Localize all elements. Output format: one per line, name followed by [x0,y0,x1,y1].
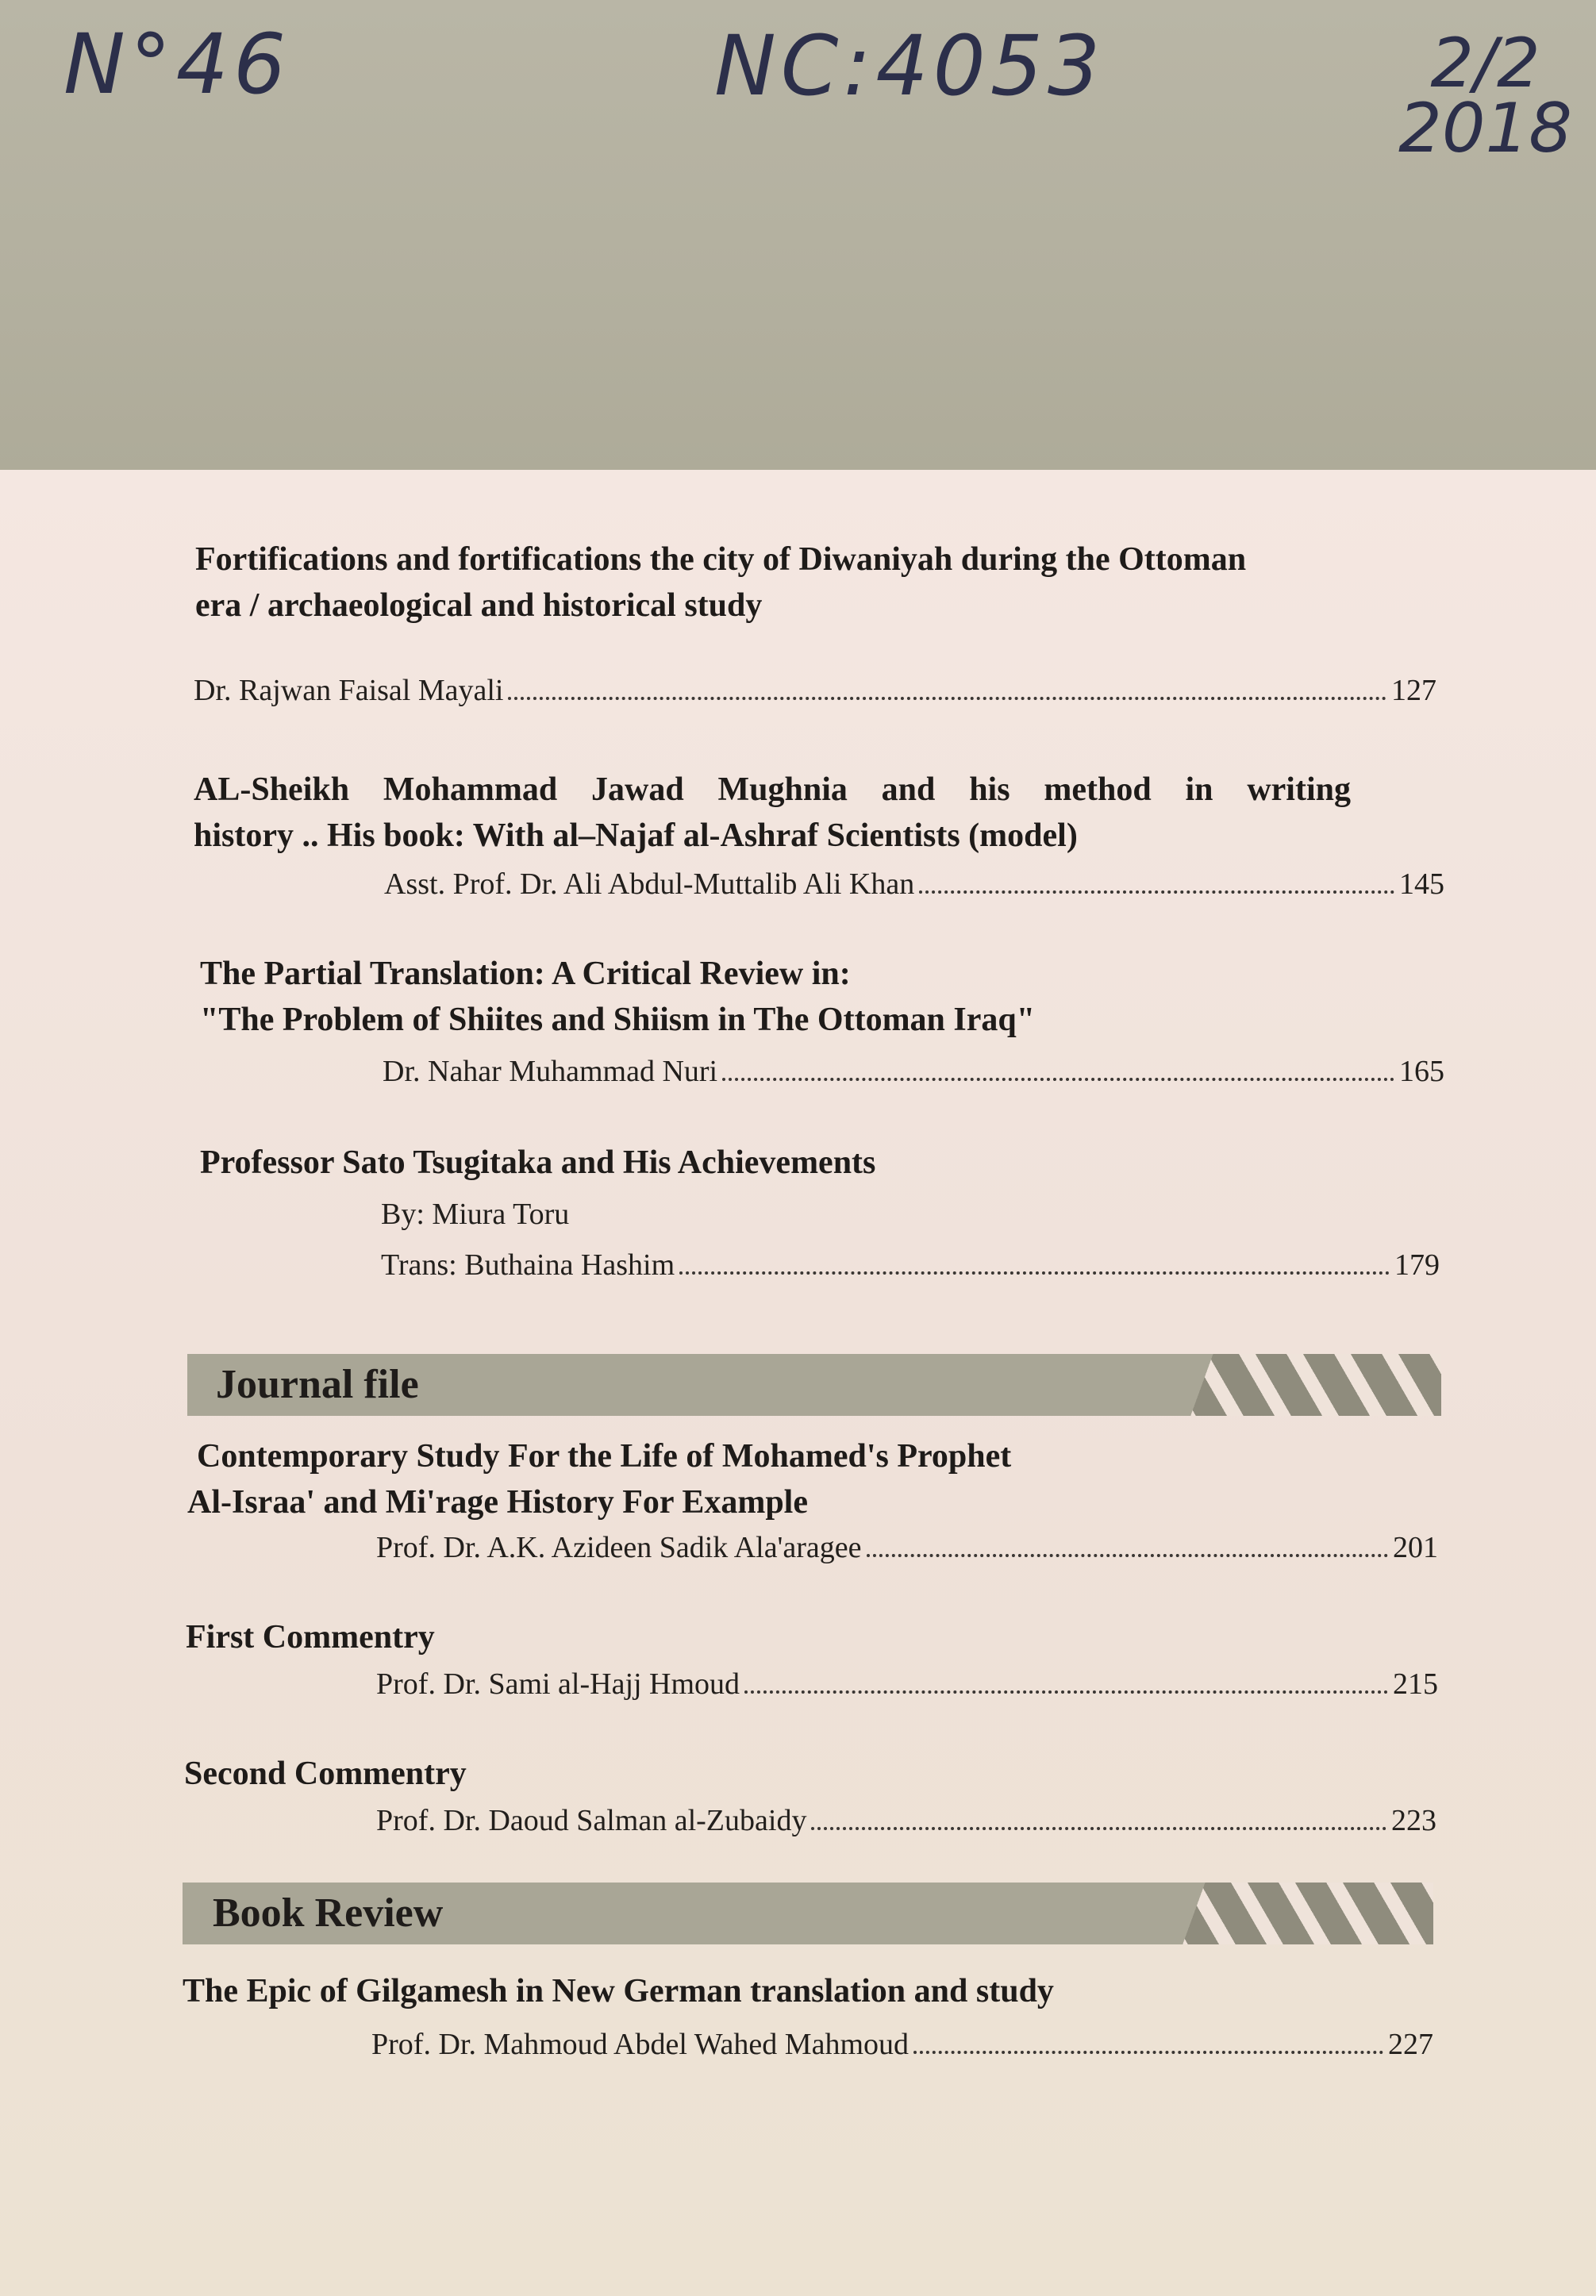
entry-title [195,537,1350,629]
entry-title-line: Professor Sato Tsugitaka and His Achievements [200,1144,876,1181]
dot-leader [811,1827,1386,1830]
entry-author: Prof. Dr. Sami al-Hajj Hmoud [376,1667,740,1701]
entry-page-number: 145 [1399,867,1444,901]
dot-leader [744,1690,1388,1694]
entry-title [184,1751,1375,1797]
entry-author: Trans: Buthaina Hashim [381,1248,675,1282]
entry-author-line [376,1665,1438,1703]
entry-author-line [376,1802,1436,1840]
entry-title [186,1614,1376,1660]
entry-title [187,1433,1387,1525]
stripes-decoration [1179,1354,1441,1416]
section-header-book-review [183,1883,1433,1944]
dot-leader [722,1078,1394,1081]
handwritten-nc-code: NC:4053 [714,17,1106,114]
entry-author-line [376,1529,1438,1567]
dot-leader [867,1554,1388,1557]
entry-author: Asst. Prof. Dr. Ali Abdul-Muttalib Ali Khan [384,867,915,901]
entry-title-line: AL-Sheikh Mohammad Jawad Mughnia and his method in writing [194,771,1351,808]
section-title: Journal file [216,1362,419,1407]
entry-author-line [381,1246,1440,1284]
handwritten-number: N°46 [63,16,291,113]
entry-title-line: Contemporary Study For the Life of Mohamed's Prophet [197,1438,1012,1475]
entry-title-line: Al-Israa' and Mi'rage History For Example [187,1484,808,1521]
entry-page-number: 127 [1391,674,1436,707]
entry-title-line: The Partial Translation: A Critical Review in: [200,956,851,992]
stripes-decoration [1171,1883,1433,1944]
entry-title-line: First Commentry [186,1619,435,1656]
entry-author-line [371,2025,1433,2063]
entry-page-number: 201 [1393,1531,1438,1564]
entry-author: Prof. Dr. Daoud Salman al-Zubaidy [376,1804,807,1837]
entry-author: Dr. Rajwan Faisal Mayali [194,674,504,707]
entry-title-line: era / archaeological and historical study [195,587,763,624]
dot-leader [913,2051,1383,2054]
entry-title-line: Fortifications and fortifications the city of Diwaniyah during the Ottoman [195,541,1247,578]
entry-title [194,767,1351,859]
entry-author: Prof. Dr. A.K. Azideen Sadik Ala'aragee [376,1531,862,1564]
entry-author-line [384,865,1444,903]
entry-page-number: 223 [1391,1804,1436,1837]
dot-leader [679,1271,1390,1275]
entry-title-line: history .. His book: With al–Najaf al-Ashraf Scientists (model) [194,817,1078,854]
entry-author-line [383,1052,1444,1090]
header-band [0,0,1596,470]
entry-author: Dr. Nahar Muhammad Nuri [383,1055,718,1088]
entry-title [200,1140,1311,1186]
dot-leader [919,890,1394,894]
handwritten-date [1398,24,1572,168]
entry-author-line [194,671,1436,710]
entry-page-number: 227 [1388,2028,1433,2061]
section-header-journal-file [187,1354,1441,1416]
section-title: Book Review [213,1890,444,1936]
dot-leader [508,697,1386,700]
entry-title-line: Second Commentry [184,1756,467,1792]
entry-author: Prof. Dr. Mahmoud Abdel Wahed Mahmoud [371,2028,910,2061]
entry-page-number: 179 [1394,1248,1440,1282]
entry-title [200,951,1311,1043]
entry-title-line: "The Problem of Shiites and Shiism in The Ottoman Iraq" [200,1002,1036,1038]
entry-title [183,1968,1421,2014]
entry-author-by: By: Miura Toru [381,1198,570,1231]
handwritten-date-top: 2/2 [1430,24,1540,103]
entry-title-line: The Epic of Gilgamesh in New German translation and study [183,1973,1054,2009]
entry-page-number: 215 [1393,1667,1438,1701]
entry-page-number: 165 [1399,1055,1444,1088]
handwritten-date-bottom: 2018 [1398,88,1572,168]
